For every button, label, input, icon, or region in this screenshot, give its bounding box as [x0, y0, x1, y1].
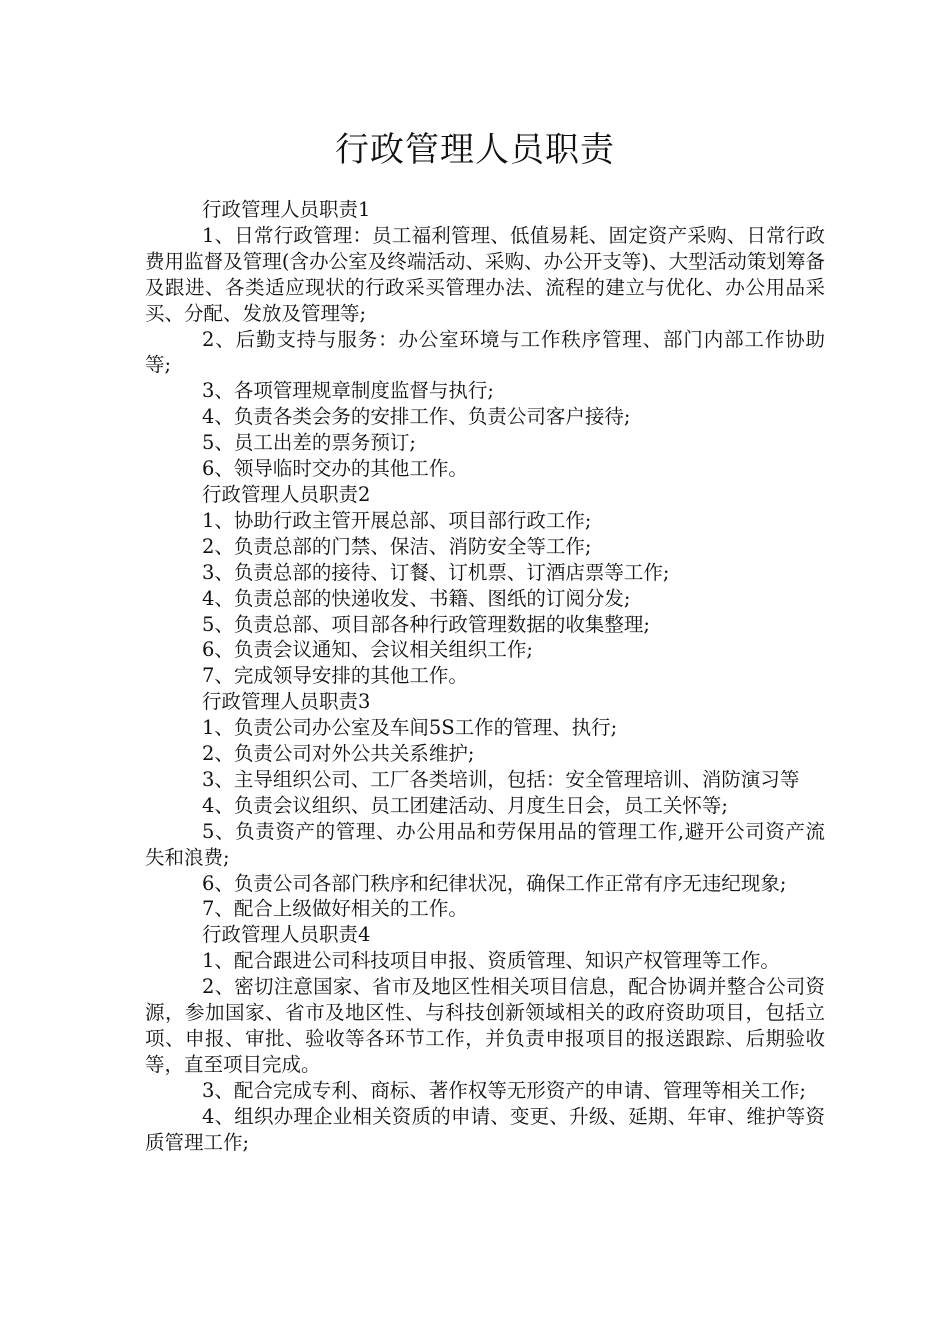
- list-item: 6、负责会议通知、会议相关组织工作;: [202, 638, 533, 662]
- list-item: 1、协助行政主管开展总部、项目部行政工作;: [202, 508, 592, 532]
- list-item: 1、负责公司办公室及车间5S工作的管理、执行;: [202, 716, 618, 740]
- list-item: 2、后勤支持与服务：办公室环境与工作秩序管理、部门内部工作协助等;: [145, 327, 825, 377]
- list-item: 4、负责会议组织、员工团建活动、月度生日会，员工关怀等;: [202, 793, 728, 817]
- list-item: 7、完成领导安排的其他工作。: [202, 664, 468, 688]
- list-item: 5、负责总部、项目部各种行政管理数据的收集整理;: [202, 612, 650, 636]
- page-title: 行政管理人员职责: [335, 130, 615, 170]
- list-item: 2、负责总部的门禁、保洁、消防安全等工作;: [202, 534, 592, 558]
- list-item: 2、负责公司对外公共关系维护;: [202, 742, 475, 766]
- list-item: 3、负责总部的接待、订餐、订机票、订酒店票等工作;: [202, 560, 670, 584]
- section-heading: 行政管理人员职责3: [202, 690, 371, 714]
- section-heading: 行政管理人员职责4: [202, 923, 371, 947]
- section-heading: 行政管理人员职责2: [202, 482, 371, 506]
- list-item: 4、负责各类会务的安排工作、负责公司客户接待;: [202, 405, 631, 429]
- list-item: 5、员工出差的票务预订;: [202, 431, 416, 455]
- list-item: 3、各项管理规章制度监督与执行;: [202, 379, 494, 403]
- list-item: 7、配合上级做好相关的工作。: [202, 897, 468, 921]
- list-item: 2、密切注意国家、省市及地区性相关项目信息，配合协调并整合公司资源，参加国家、省市及地区性、与科技创新领域相关的政府资助项目，包括立项、申报、审批、验收等各环节工作，并负责申报项目的报送跟踪、后期验收等，直至项目完成。: [145, 975, 825, 1076]
- list-item: 5、负责资产的管理、办公用品和劳保用品的管理工作,避开公司资产流失和浪费;: [145, 819, 825, 869]
- document-body: [145, 197, 825, 1156]
- list-item: 1、日常行政管理：员工福利管理、低值易耗、固定资产采购、日常行政费用监督及管理(含办公室及终端活动、采购、办公开支等)、大型活动策划筹备及跟进、各类适应现状的行政采买管理办法、流程的建立与优化、办公用品采买、分配、发放及管理等;: [145, 223, 825, 325]
- list-item: 4、负责总部的快递收发、书籍、图纸的订阅分发;: [202, 586, 631, 610]
- list-item: 6、领导临时交办的其他工作。: [202, 457, 468, 481]
- list-item: 3、主导组织公司、工厂各类培训，包括：安全管理培训、消防演习等: [202, 767, 800, 791]
- list-item: 4、组织办理企业相关资质的申请、变更、升级、延期、年审、维护等资质管理工作;: [145, 1104, 825, 1154]
- list-item: 3、配合完成专利、商标、著作权等无形资产的申请、管理等相关工作;: [202, 1078, 806, 1102]
- list-item: 1、配合跟进公司科技项目申报、资质管理、知识产权管理等工作。: [202, 949, 780, 973]
- section-heading: 行政管理人员职责1: [202, 198, 371, 221]
- list-item: 6、负责公司各部门秩序和纪律状况，确保工作正常有序无违纪现象;: [202, 871, 787, 895]
